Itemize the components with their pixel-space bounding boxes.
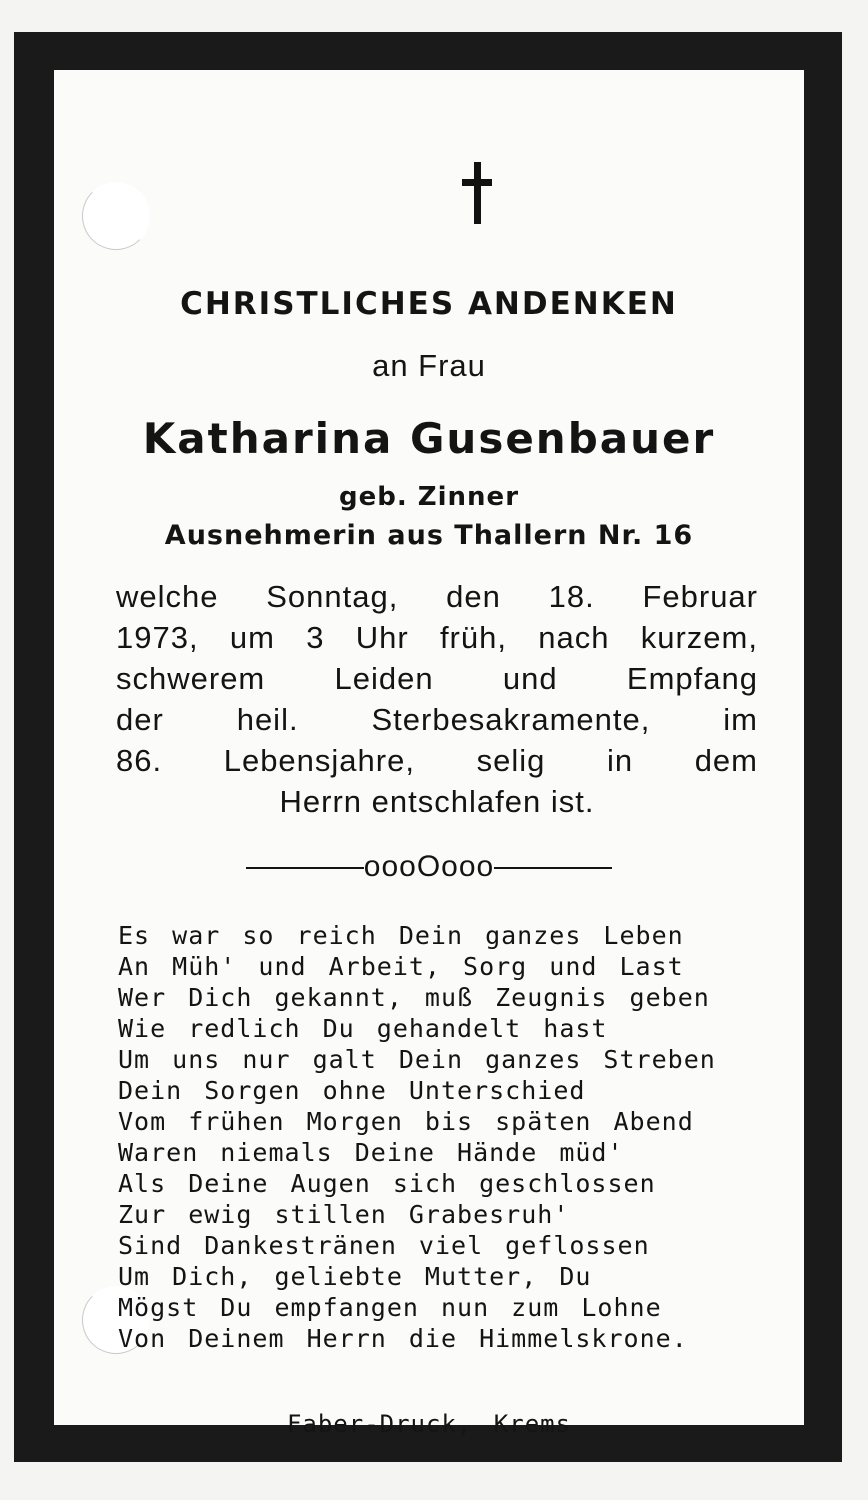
notice-line: der heil. Sterbesakramente, im xyxy=(116,702,758,737)
divider-rule-left xyxy=(246,867,364,869)
poem-line: Waren niemals Deine Hände müd' xyxy=(118,1138,624,1167)
poem-line: Mögst Du empfangen nun zum Lohne xyxy=(118,1293,662,1322)
poem-line: Vom frühen Morgen bis späten Abend xyxy=(118,1107,694,1136)
notice-line: schwerem Leiden und Empfang xyxy=(116,661,758,696)
death-notice-text xyxy=(116,576,758,822)
divider-rule-right xyxy=(494,867,612,869)
notice-line: 1973, um 3 Uhr früh, nach kurzem, xyxy=(116,620,758,655)
occupation-line: Ausnehmerin aus Thallern Nr. 16 xyxy=(164,520,694,551)
notice-line: 86. Lebensjahre, selig in dem xyxy=(116,743,758,778)
poem-line: An Müh' und Arbeit, Sorg und Last xyxy=(118,952,684,981)
poem-line: Um Dich, geliebte Mutter, Du xyxy=(118,1262,592,1291)
poem-line: Wer Dich gekannt, muß Zeugnis geben xyxy=(118,983,710,1012)
ornamental-divider xyxy=(54,850,804,884)
maiden-name: geb. Zinner xyxy=(338,482,520,512)
salutation: an Frau xyxy=(372,348,486,383)
poem-line: Es war so reich Dein ganzes Leben xyxy=(118,921,684,950)
cross-icon xyxy=(462,162,492,224)
notice-line: Herrn entschlafen ist. xyxy=(279,784,595,819)
poem-line: Zur ewig stillen Grabesruh' xyxy=(118,1200,570,1229)
poem-line: Wie redlich Du gehandelt hast xyxy=(118,1014,608,1043)
printer-imprint: Faber-Druck, Krems xyxy=(286,1410,572,1438)
memorial-card xyxy=(14,32,842,1462)
divider-ornament: oooOooo xyxy=(363,850,495,883)
card-heading: CHRISTLICHES ANDENKEN xyxy=(180,286,678,322)
poem-line: Als Deine Augen sich geschlossen xyxy=(118,1169,656,1198)
notice-line: welche Sonntag, den 18. Februar xyxy=(116,579,758,614)
card-inner-panel xyxy=(54,70,804,1438)
poem-line: Sind Dankestränen viel geflossen xyxy=(118,1231,650,1260)
memorial-poem xyxy=(118,920,778,1354)
punch-hole xyxy=(82,182,150,250)
deceased-name: Katharina Gusenbauer xyxy=(142,414,716,463)
poem-line: Dein Sorgen ohne Unterschied xyxy=(118,1076,586,1105)
poem-line: Von Deinem Herrn die Himmelskrone. xyxy=(118,1324,688,1353)
poem-line: Um uns nur galt Dein ganzes Streben xyxy=(118,1045,716,1074)
